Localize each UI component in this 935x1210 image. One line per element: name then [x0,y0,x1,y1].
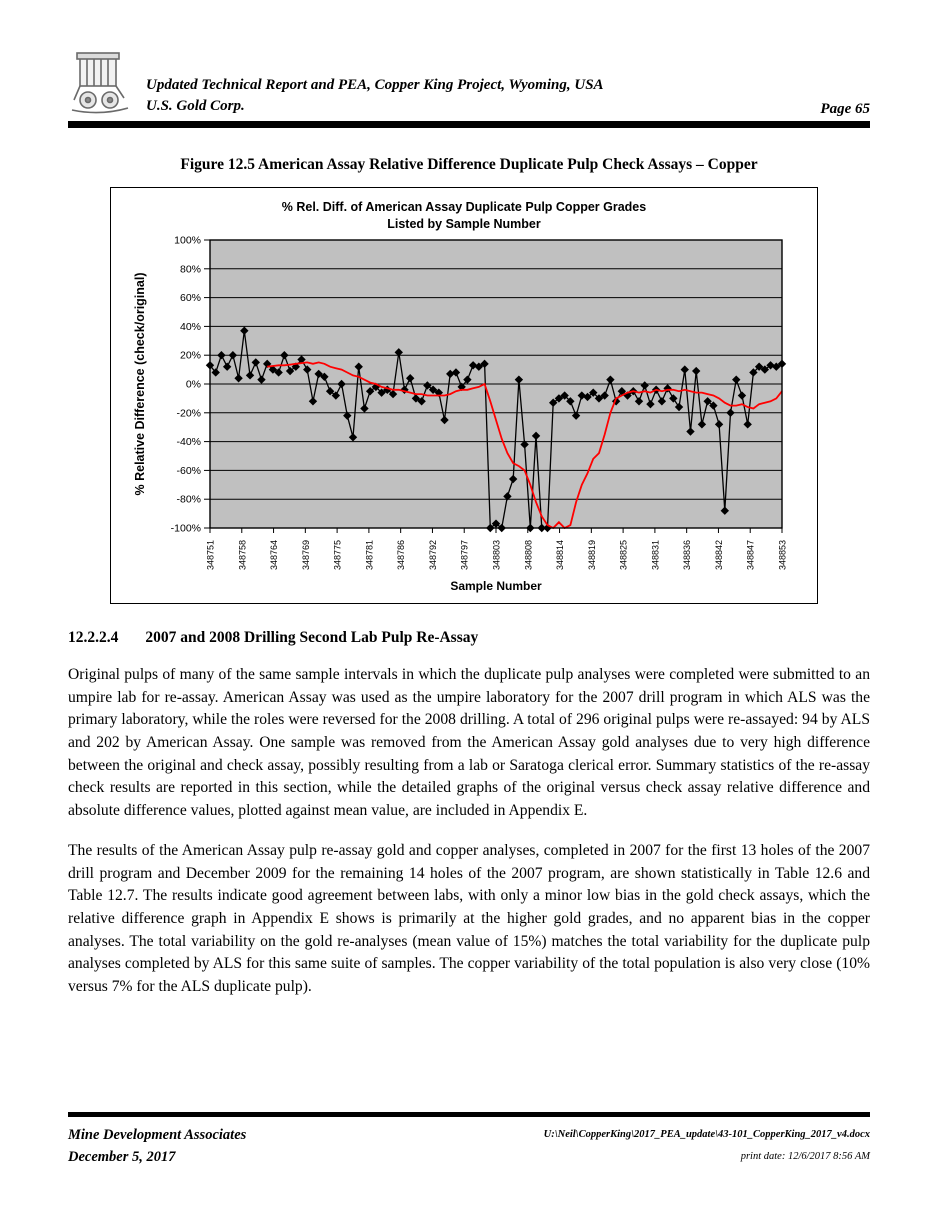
body-paragraph-2: The results of the American Assay pulp re-assay gold and copper analyses, completed in 2007 for the first 13 holes of the 2007 drill program and December 2009 for the remaining 14 holes of the 2007 program, are shown statistically in Table 12.6 and Table 12.7. The results indicate good agreement between labs, with only a minor low bias in the gold check assays, which the relative difference graph in Appendix E shows is primarily at the higher gold grades, and no apparent bias in the copper analyses. The total variability on the gold re-analyses (mean value of 15%) matches the total variability for the duplicate pulp analyses completed by ALS for this same suite of samples. The copper variability of the total population is also very close (10% versus 7% for the ALS duplicate pulp). [68,841,870,995]
body-paragraph-1: Original pulps of many of the same sample intervals in which the duplicate pulp analyses were completed were submitted to an umpire lab for re-assay. American Assay was used as the umpire laboratory for the 2007 drill program in which ALS was the primary laboratory, while the roles were reversed for the 2008 drilling. A total of 296 original pulps were re-assayed: 94 by ALS and 202 by American Assay. One sample was removed from the American Assay gold analyses due to very high difference between the original and check assay, possibly resulting from a lab or Saratoga clerical error. Summary statistics of the re-assay check results are reported in this section, while the detailed graphs of the original versus check assay relative difference and absolute difference values, plotted against mean value, are included in Appendix E. [68,666,870,820]
footer-date: December 5, 2017 [68,1149,176,1166]
footer-file-path: U:\Neil\CopperKing\2017_PEA_update\43-101_CopperKing_2017_v4.docx [543,1129,870,1140]
line-chart [114,235,814,597]
chart-title [111,199,817,233]
figure-caption: Figure 12.5 American Assay Relative Difference Duplicate Pulp Check Assays – Copper [180,156,758,173]
page-footer [68,1112,870,1169]
y-axis-title: % Relative Difference (check/original) [133,272,147,496]
x-axis [206,528,788,570]
svg-text:60%: 60% [179,291,201,304]
footer-rule [68,1112,870,1117]
svg-text:348792: 348792 [427,539,438,570]
section-title: 2007 and 2008 Drilling Second Lab Pulp Re-Assay [145,629,479,646]
svg-text:-40%: -40% [176,435,201,448]
svg-text:348751: 348751 [205,539,216,570]
svg-text:348847: 348847 [745,539,756,570]
y-axis [171,235,210,535]
svg-text:-20%: -20% [176,407,201,420]
svg-text:348775: 348775 [332,539,343,570]
svg-text:348797: 348797 [459,539,470,570]
svg-text:0%: 0% [185,378,201,391]
svg-text:348808: 348808 [523,539,534,570]
svg-text:348825: 348825 [618,539,629,570]
chart-title-line1: % Rel. Diff. of American Assay Duplicate Pulp Copper Grades [281,200,647,214]
section-heading [68,629,870,647]
svg-text:348842: 348842 [713,539,724,570]
header-text-block [146,75,604,119]
svg-text:348831: 348831 [650,539,661,570]
svg-text:348758: 348758 [237,539,248,570]
svg-text:348764: 348764 [269,539,280,570]
svg-text:348819: 348819 [586,539,597,570]
footer-company: Mine Development Associates [68,1127,247,1143]
company-name: U.S. Gold Corp. [146,98,245,115]
x-axis-title: Sample Number [450,578,542,593]
chart-title-line2: Listed by Sample Number [387,216,541,231]
svg-text:-80%: -80% [176,493,201,506]
page-number: Page 65 [820,101,870,117]
footer-left-block [68,1124,246,1169]
svg-text:348853: 348853 [777,539,788,570]
footer-print-date: print date: 12/6/2017 8:56 AM [740,1151,870,1163]
svg-text:348814: 348814 [555,539,566,570]
page-header [68,0,870,118]
mine-cart-logo [68,50,132,118]
header-rule [68,121,870,128]
svg-text:348769: 348769 [300,539,311,570]
svg-text:348781: 348781 [364,539,375,570]
svg-text:348786: 348786 [396,539,407,570]
report-title: Updated Technical Report and PEA, Copper King Project, Wyoming, USA [146,76,604,93]
svg-text:-60%: -60% [176,464,201,477]
section-number: 12.2.2.4 [68,629,119,646]
svg-text:348836: 348836 [682,539,693,570]
svg-text:40%: 40% [179,320,201,333]
svg-text:348803: 348803 [491,539,502,570]
svg-text:100%: 100% [174,234,201,247]
svg-text:-100%: -100% [170,522,201,535]
svg-text:20%: 20% [179,349,201,362]
footer-right-block [544,1124,870,1169]
chart-container [110,187,818,604]
svg-text:80%: 80% [179,263,201,276]
